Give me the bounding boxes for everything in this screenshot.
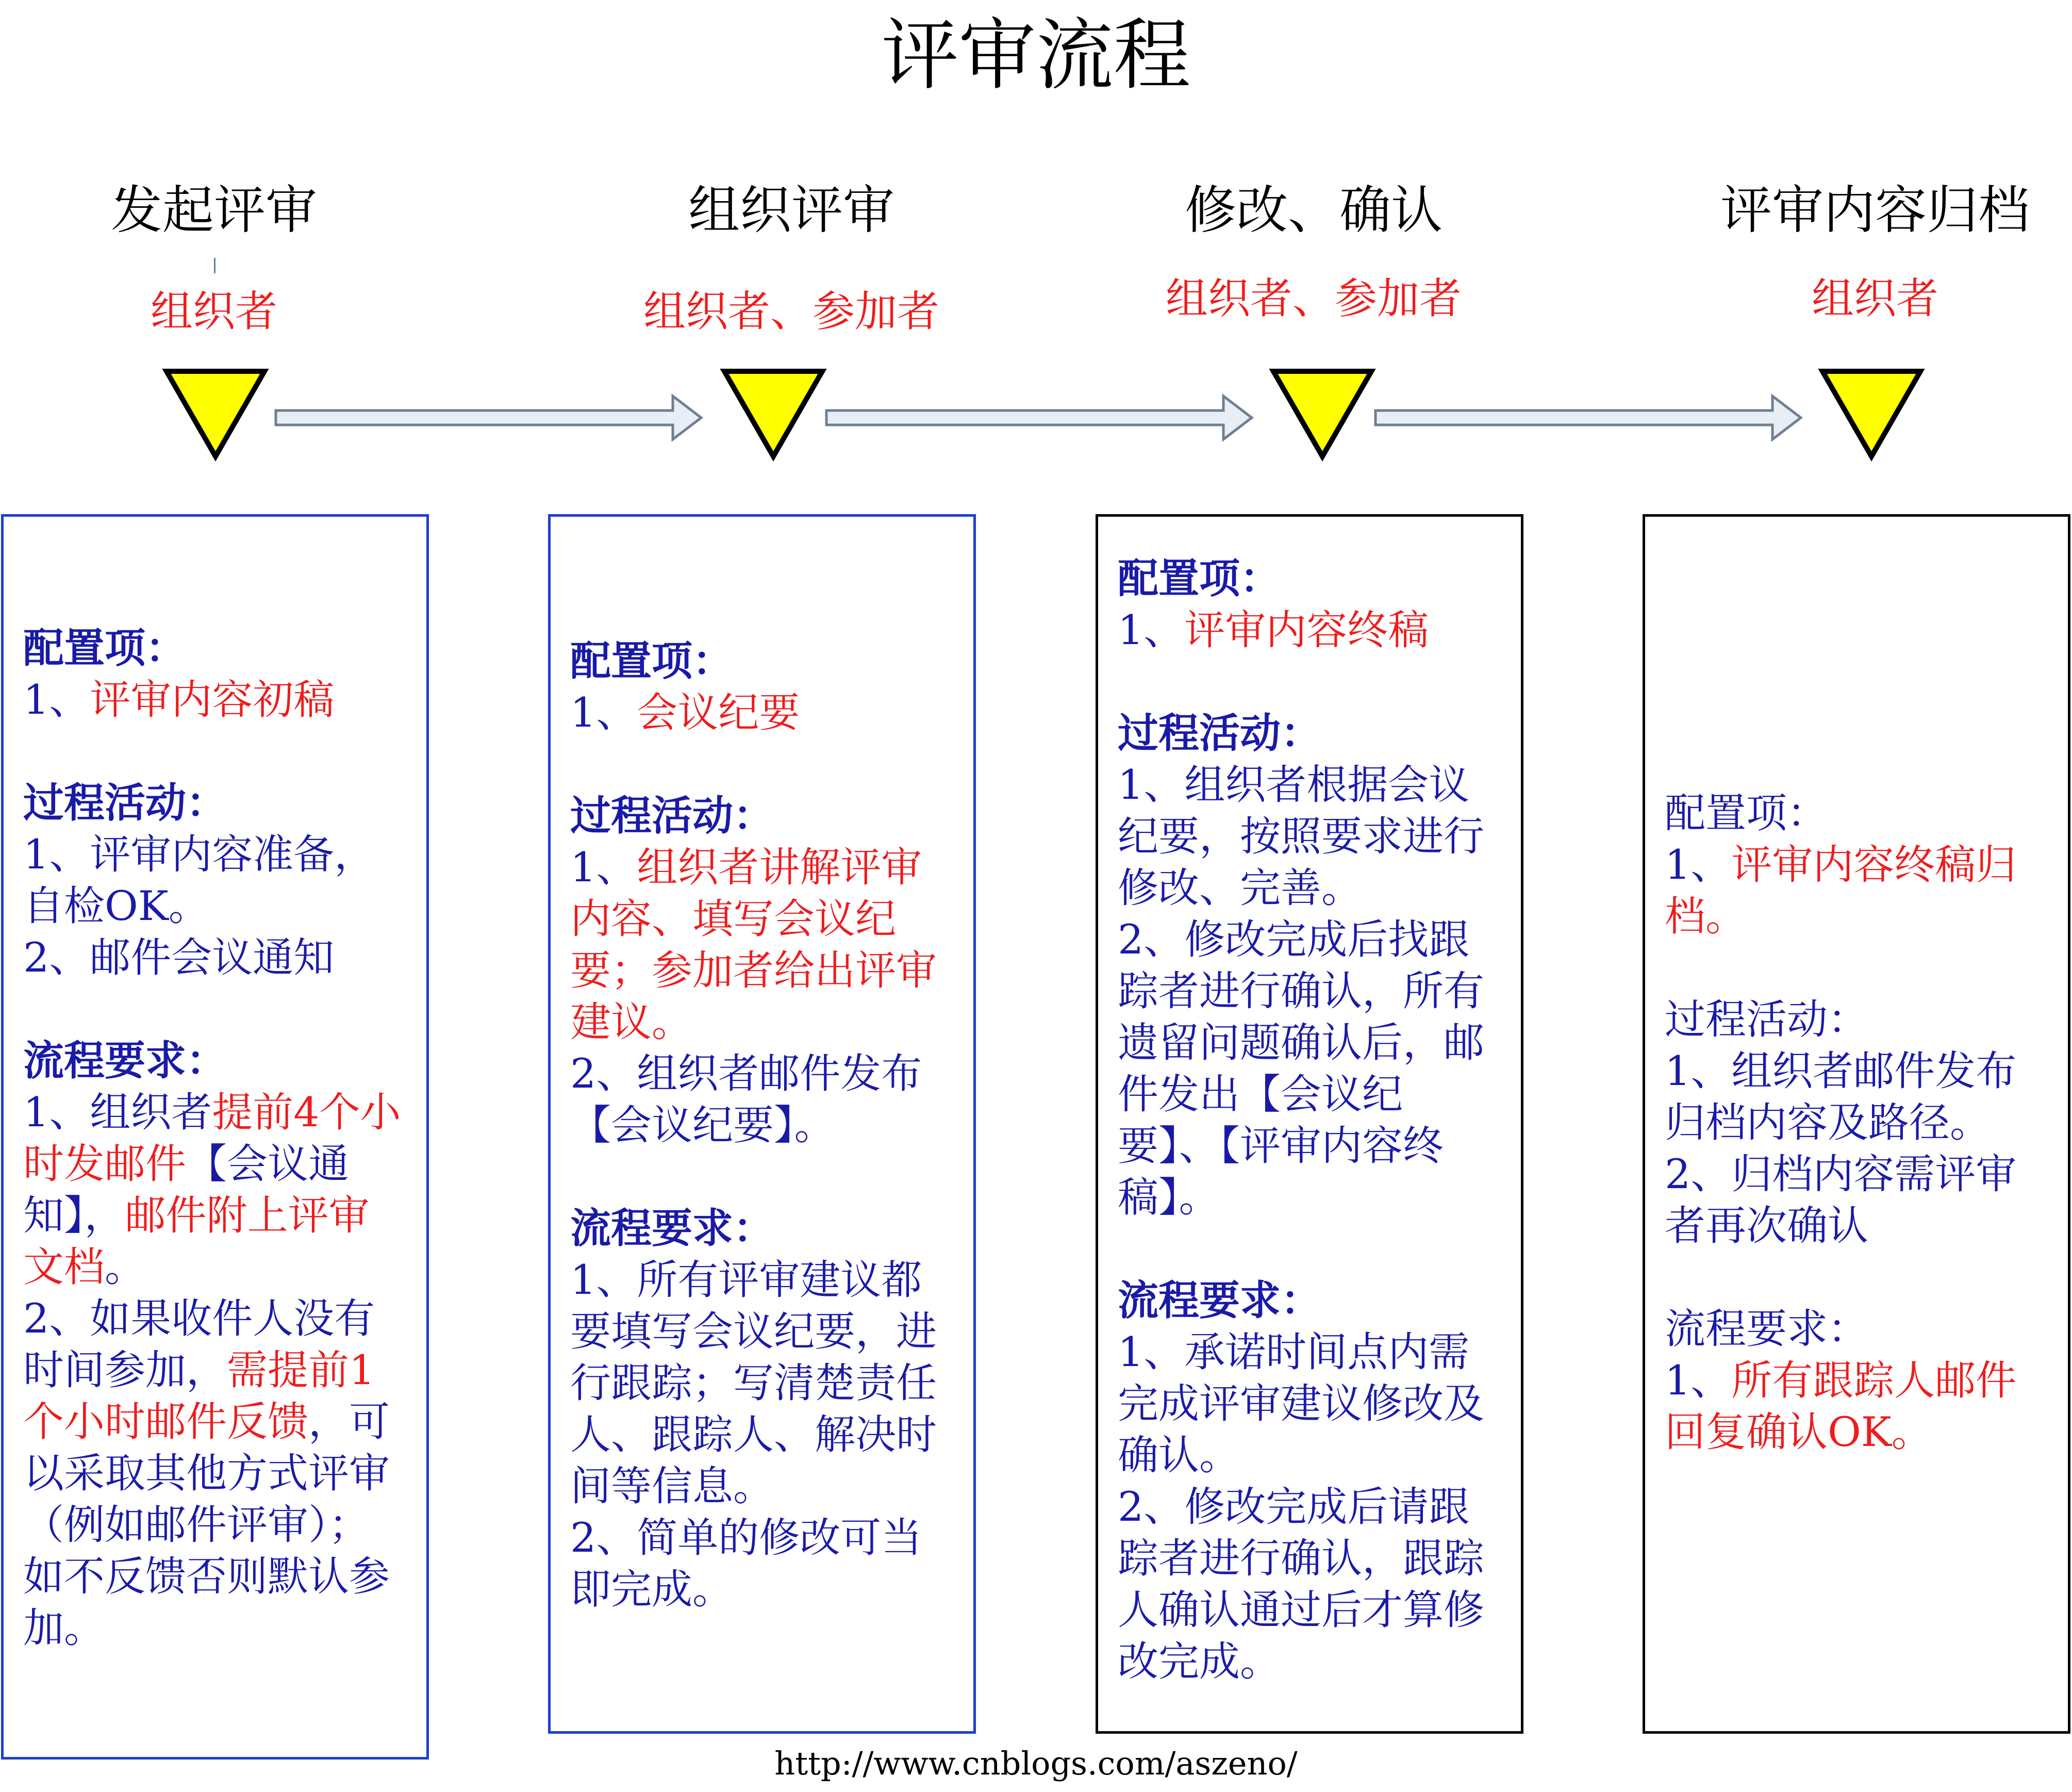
stage-role-archive: 组织者	[1811, 274, 1938, 323]
section-line	[1118, 759, 1484, 811]
text-segment: 时间参加，	[23, 1346, 227, 1394]
stage-box-content	[23, 622, 401, 1654]
section-line	[570, 1254, 937, 1306]
text-segment: 2、组织者邮件发布	[570, 1050, 922, 1097]
section-line	[570, 1306, 937, 1357]
stage-box-archive	[1643, 514, 2070, 1734]
section-line	[1118, 1429, 1484, 1481]
text-segment: 组织者讲解评审	[637, 844, 922, 891]
text-segment: 1、	[1665, 1357, 1732, 1404]
section-spacer	[1118, 656, 1484, 708]
text-segment: 1、承诺时间点内需	[1118, 1328, 1470, 1376]
flow-arrow	[826, 396, 1252, 439]
text-segment: 文档	[23, 1243, 105, 1291]
text-segment: 踪者进行确认，所有	[1118, 967, 1484, 1015]
section-line	[23, 1499, 401, 1551]
section-line	[570, 1564, 937, 1615]
text-segment: 2、邮件会议通知	[23, 934, 335, 981]
text-segment: 稿】。	[1118, 1174, 1220, 1221]
text-segment: 【会议通	[186, 1140, 349, 1188]
text-segment: 以采取其他方式评审	[23, 1450, 390, 1497]
stage-box-initiate	[1, 514, 429, 1760]
text-segment: 2、修改完成后找跟	[1118, 916, 1470, 963]
text-segment: （例如邮件评审）；	[23, 1501, 370, 1549]
stage-box-content	[1118, 553, 1484, 1687]
stage-role-initiate: 组织者	[150, 287, 277, 336]
section-line	[23, 1344, 401, 1396]
section-line	[570, 996, 937, 1048]
footer-url: http://www.cnblogs.com/aszeno/	[774, 1745, 1298, 1782]
section-spacer	[1665, 1252, 2016, 1303]
section-line	[1118, 1068, 1484, 1120]
text-segment: 评审内容终稿归	[1731, 841, 2017, 889]
section-line	[23, 829, 401, 880]
stage-title-modify: 修改、确认	[1185, 180, 1443, 240]
text-segment: ，可	[308, 1398, 390, 1445]
section-line	[23, 1293, 401, 1344]
text-segment: 如不反馈否则默认参	[23, 1553, 390, 1600]
section-line	[570, 1512, 937, 1564]
text-segment: 修改、完善。	[1118, 864, 1362, 912]
text-segment: 要】、【评审内容终	[1118, 1122, 1444, 1170]
text-segment: 行跟踪；写清楚责任	[570, 1359, 937, 1407]
text-segment: 1、组织者	[23, 1089, 212, 1136]
text-segment: 会议纪要	[637, 689, 800, 736]
stage-title-archive: 评审内容归档	[1720, 180, 2030, 240]
section-line	[570, 1048, 937, 1099]
section-line	[1118, 1378, 1484, 1429]
stage-role-organize: 组织者、参加者	[643, 287, 939, 336]
text-segment: 完成评审建议修改及	[1118, 1380, 1484, 1427]
section-heading: 过程活动：	[23, 779, 227, 827]
section-line	[1118, 811, 1484, 862]
text-segment: 需提前1	[227, 1346, 375, 1394]
stage-box-content	[570, 635, 937, 1615]
section-line	[1118, 1172, 1484, 1223]
section-heading: 流程要求：	[23, 1037, 227, 1084]
text-segment: 归档内容及路径。	[1665, 1099, 1991, 1146]
text-segment: 纪要，按照要求进行	[1118, 813, 1484, 860]
section-line	[1118, 965, 1484, 1017]
text-segment: 【会议纪要】。	[570, 1101, 835, 1149]
section-line	[570, 842, 937, 893]
text-segment: 1、所有评审建议都	[570, 1256, 922, 1304]
section-line	[23, 1396, 401, 1448]
text-segment: 1、评审内容准备，	[23, 831, 375, 878]
text-segment: 要；参加者给出评审	[570, 947, 937, 994]
text-segment: 评审内容初稿	[90, 676, 335, 724]
text-segment: 建议。	[570, 998, 692, 1046]
section-line	[1118, 1017, 1484, 1068]
section-line	[1118, 1120, 1484, 1172]
section-line	[1118, 862, 1484, 914]
text-segment: 1、组织者邮件发布	[1665, 1047, 2017, 1095]
section-heading: 流程要求：	[1118, 1276, 1321, 1324]
section-line	[23, 1551, 401, 1602]
section-line	[1118, 1326, 1484, 1378]
stage-marker-triangle	[1822, 371, 1920, 456]
section-spacer	[1118, 1223, 1484, 1275]
text-segment: 1、	[570, 689, 637, 736]
stage-marker-triangle	[167, 371, 264, 456]
section-line	[23, 1087, 401, 1138]
text-segment: 知】，	[23, 1192, 125, 1239]
text-segment: 提前4个小	[212, 1089, 401, 1136]
text-segment: 内容、填写会议纪	[570, 895, 896, 943]
section-line	[570, 1099, 937, 1151]
section-line	[1665, 891, 2016, 942]
text-segment: 踪者进行确认，跟踪	[1118, 1535, 1484, 1582]
section-spacer	[570, 738, 937, 790]
section-line	[1665, 1148, 2016, 1200]
flow-arrow	[276, 396, 701, 439]
text-segment: 要填写会议纪要，进	[570, 1308, 937, 1355]
section-spacer	[1665, 942, 2016, 994]
section-line	[23, 1448, 401, 1499]
text-segment: 1、	[1665, 841, 1732, 889]
text-segment: 回复确认OK。	[1665, 1408, 1932, 1456]
stage-box-modify	[1096, 514, 1523, 1734]
text-segment: 1、	[1118, 606, 1185, 654]
section-line	[23, 1190, 401, 1241]
stage-title-initiate: 发起评审	[111, 180, 317, 240]
section-line	[1665, 1406, 2016, 1458]
stage-title-organize: 组织评审	[688, 180, 894, 240]
section-line	[1118, 1584, 1484, 1636]
text-segment: 人确认通过后才算修	[1118, 1586, 1484, 1634]
text-segment: 人、跟踪人、解决时	[570, 1411, 937, 1458]
section-heading: 过程活动：	[570, 792, 774, 840]
text-segment: 时发邮件	[23, 1140, 186, 1188]
text-segment: 者再次确认	[1665, 1202, 1868, 1250]
text-segment: 自检OK。	[23, 882, 209, 930]
text-segment: 评审内容终稿	[1184, 606, 1429, 654]
section-heading: 过程活动：	[1665, 996, 1868, 1043]
section-line	[570, 893, 937, 945]
section-heading: 流程要求：	[1665, 1305, 1868, 1353]
stage-box-organize	[548, 514, 976, 1734]
text-segment: 遗留问题确认后，邮	[1118, 1019, 1484, 1066]
section-line	[23, 1138, 401, 1190]
section-line	[1118, 604, 1484, 656]
section-line	[1665, 1355, 2016, 1406]
section-heading: 配置项：	[1118, 554, 1281, 602]
section-heading: 配置项：	[570, 637, 733, 685]
text-segment: 即完成。	[570, 1566, 733, 1613]
text-segment: 所有跟踪人邮件	[1731, 1357, 2017, 1404]
text-segment: 1、	[23, 676, 90, 724]
text-segment: 1、组织者根据会议	[1118, 761, 1470, 809]
section-heading: 过程活动：	[1118, 709, 1321, 757]
section-line	[23, 1602, 401, 1654]
section-line	[570, 1460, 937, 1512]
text-segment: 确认。	[1118, 1432, 1240, 1479]
text-segment: 间等信息。	[570, 1462, 774, 1510]
stage-marker-triangle	[1273, 371, 1371, 456]
text-segment: 。	[105, 1243, 145, 1291]
section-spacer	[23, 983, 401, 1035]
text-segment: 加。	[23, 1604, 105, 1652]
section-heading: 配置项：	[1665, 790, 1828, 837]
section-line	[570, 1357, 937, 1409]
stage-box-content	[1665, 787, 2016, 1458]
section-line	[23, 932, 401, 983]
stage-marker-triangle	[724, 371, 822, 456]
section-heading: 配置项：	[23, 624, 186, 672]
text-segment: 2、修改完成后请跟	[1118, 1483, 1470, 1531]
section-spacer	[570, 1151, 937, 1203]
text-segment: 个小时邮件反馈	[23, 1398, 308, 1445]
section-heading: 流程要求：	[570, 1204, 774, 1252]
text-segment: 改完成。	[1118, 1638, 1281, 1685]
section-line	[570, 687, 937, 738]
diagram-title: 评审流程	[881, 11, 1191, 101]
text-segment: 2、归档内容需评审	[1665, 1150, 2017, 1198]
section-spacer	[23, 726, 401, 777]
section-line	[570, 945, 937, 996]
section-line	[1118, 1481, 1484, 1533]
section-line	[1665, 839, 2016, 891]
section-line	[23, 1241, 401, 1293]
text-segment: 2、如果收件人没有	[23, 1295, 375, 1342]
text-segment: 邮件附上评审	[125, 1192, 370, 1239]
section-line	[1118, 1533, 1484, 1584]
section-line	[1665, 1200, 2016, 1252]
flow-arrow	[1375, 396, 1801, 439]
flow-diagram	[0, 0, 2072, 490]
section-line	[570, 1409, 937, 1460]
section-line	[1665, 1045, 2016, 1097]
text-segment: 档。	[1665, 893, 1746, 940]
text-segment: 件发出【会议纪	[1118, 1071, 1403, 1118]
text-segment: 2、简单的修改可当	[570, 1514, 922, 1561]
text-segment: 1、	[570, 844, 637, 891]
section-line	[1665, 1097, 2016, 1148]
section-line	[1118, 914, 1484, 965]
section-line	[23, 880, 401, 932]
section-line	[23, 674, 401, 726]
section-line	[1118, 1636, 1484, 1687]
stage-role-modify: 组织者、参加者	[1165, 274, 1462, 323]
